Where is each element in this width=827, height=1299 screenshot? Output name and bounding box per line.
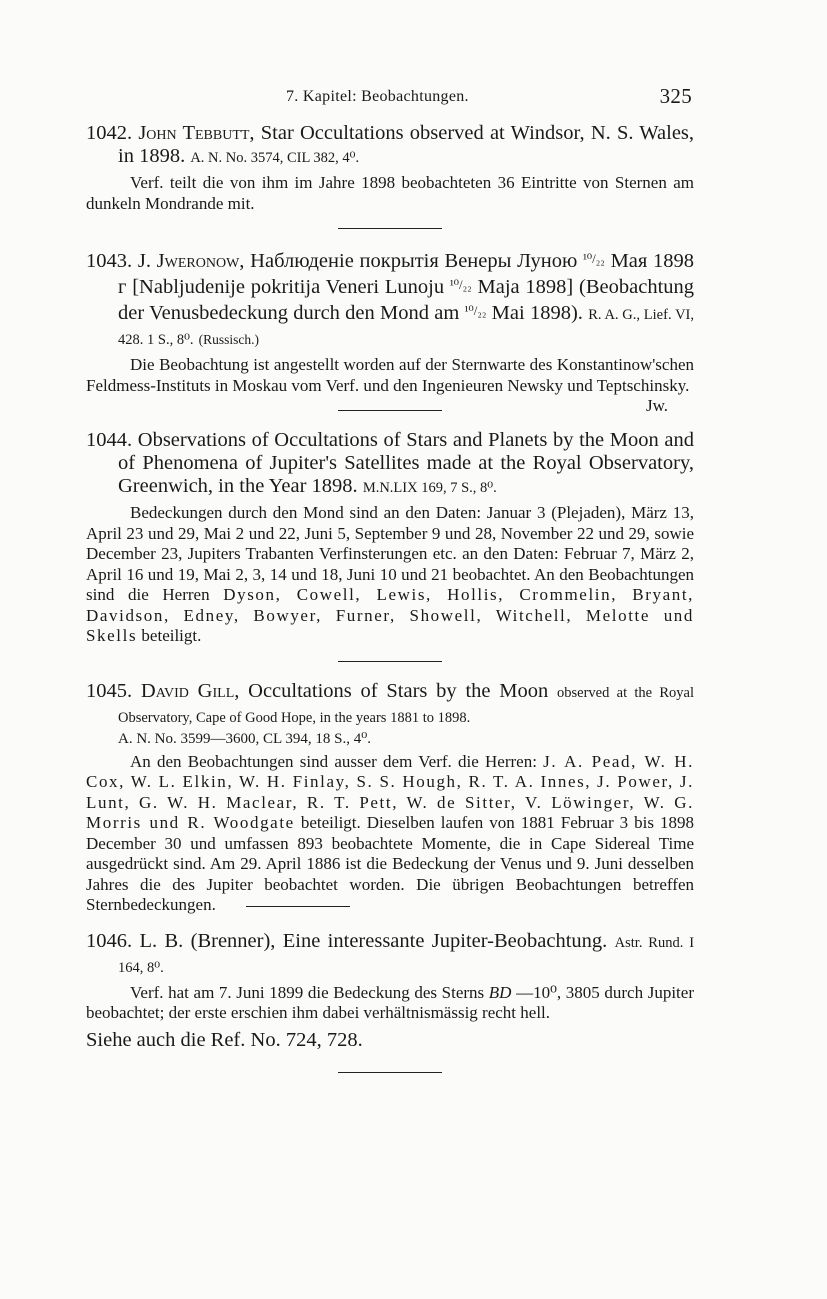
entry-body: [86, 752, 694, 916]
entry-source: A. N. No. 3574, CIL 382, 4⁰.: [190, 150, 360, 166]
entry-number: 1044.: [86, 429, 133, 451]
entry-1044: [86, 429, 694, 647]
separator-rule: [338, 661, 442, 662]
title-russian: Наблюденіе покрытія Венеры Луною: [250, 250, 578, 272]
star-catalogue: BD: [488, 982, 512, 1002]
entry-source: Astr. Rund. I 164, 8⁰.: [118, 934, 695, 976]
entry-title: L. B. (Brenner), Eine interessante Jupiter-Beobachtung.: [139, 929, 608, 952]
entry-body-end: —10⁰, 3805 durch Jupiter beobachtet; der erste erschien ihm dabei verhältnismässig recht hell.: [86, 982, 694, 1022]
reviewer-signature: Jw.: [645, 396, 668, 415]
entry-body-end: beteiligt.: [141, 626, 202, 645]
title-transliteration-date: Maja 1898]: [477, 276, 574, 298]
entry-1045: [86, 680, 694, 916]
date-fraction: ¹⁰/₂₂: [464, 303, 487, 318]
entry-body: [86, 355, 694, 415]
observer-names: J. A. Pead, W. H. Cox, W. L. Elkin, W. H. Finlay, S. S. Hough, R. T. A. Innes, J. Power, J. Lunt, G. W. H. Maclear, R. T. Pett, W. de Sitter, V. Löwinger, W. G. Morris und R. Woodgate: [86, 751, 694, 832]
book-page: [86, 86, 694, 1091]
title-transliteration: [Nabljudenije pokritija Veneri Lunoju: [132, 276, 445, 298]
entry-number: 1045.: [86, 679, 133, 702]
entry-title-continued: observed at the Royal Observatory, Cape of Good Hope, in the years 1881 to 1898.: [118, 684, 694, 726]
separator-rule: [338, 410, 442, 411]
observer-names: Dyson, Cowell, Lewis, Hollis, Crommelin, Bryant, Davidson, Edney, Bowyer, Furner, Showell, Witchell, Melotte und Skells: [86, 585, 694, 645]
separator-rule: [246, 906, 350, 907]
entry-body: [86, 983, 694, 1024]
see-also: Siehe auch die Ref. No. 724, 728.: [86, 1028, 363, 1051]
separator-rule: [338, 1072, 442, 1073]
entry-author: John Tebbutt,: [138, 122, 255, 144]
entry-title: Observations of Occultations of Stars and Planets by the Moon and of Phenomena of Jupiter's Satellites made at the Royal Observatory, Greenwich, in the Year 1898.: [118, 429, 694, 497]
entry-body-text: Bedeckungen durch den Mond sind an den Daten: Januar 3 (Plejaden), März 13, April 23 und 29, Mai 2 und 22, Juni 5, September 9 und 28, November 22 und 29, sowie December 23, Jupiters Trabanten Verfinsterungen etc. an den Daten: Februar 7, März 2, April 16 und 19, Mai 2, 3, 14 und 18, Juni 10 und 21 beobachtet. An den Beobachtungen sind die Herren: [86, 503, 694, 604]
entry-number: 1043.: [86, 250, 133, 272]
language-note: (Russisch.): [198, 332, 260, 347]
date-fraction: ¹⁰/₂₂: [583, 251, 605, 266]
entry-body-text: Die Beobachtung ist angestellt worden auf der Sternwarte des Konstantinow'schen Feldmess-Instituts in Moskau vom Verf. und den Ingenieuren Newsky und Teptschinsky.: [86, 355, 694, 395]
entry-heading: [86, 930, 694, 980]
entry-body-text: Verf. hat am 7. Juni 1899 die Bedeckung des Sterns: [130, 982, 485, 1002]
entry-title: Star Occultations observed at Windsor, N. S. Wales, in 1898.: [118, 122, 695, 167]
entry-heading: [86, 429, 694, 500]
entry-1042: [86, 122, 694, 214]
entry-number: 1042.: [86, 122, 133, 144]
entry-number: 1046.: [86, 929, 133, 952]
entry-1043: [86, 247, 695, 415]
entry-title: Occultations of Stars by the Moon: [248, 679, 549, 702]
page-number: 325: [659, 84, 692, 108]
entry-body: Verf. teilt die von ihm im Jahre 1898 beobachteten 36 Eintritte von Sternen am dunkeln Mondrande mit.: [86, 173, 694, 213]
separator-rule: [338, 228, 442, 229]
chapter-title: 7. Kapitel: Beobachtungen.: [286, 88, 469, 105]
entry-author: David Gill,: [140, 679, 240, 702]
entry-body: [86, 503, 694, 647]
entry-author: J. Jweronow,: [137, 250, 245, 272]
title-german: (Beobachtung der Venusbedeckung durch den Mond am: [118, 276, 695, 324]
entry-heading: [86, 680, 694, 749]
date-fraction: ¹⁰/₂₂: [449, 277, 472, 292]
entry-heading: [86, 247, 694, 352]
entry-source: A. N. No. 3599—3600, CL 394, 18 S., 4⁰.: [118, 730, 371, 747]
entry-body-text: beteiligt. Dieselben laufen von 1881 Februar 3 bis 1898 December 30 und umfassen 893 beobachtete Momente, die in Cape Sidereal Time ausgedrückt sind. Am 29. April 1886 ist die Bedeckung der Venus und 9. Juni desselben Jahres die des Jupiter beobachtet worden. Die übrigen Beobachtungen betreffen Sternbedeckungen.: [86, 813, 694, 914]
entry-1046: [86, 930, 694, 1024]
title-russian-date: Мая 1898 г: [118, 250, 695, 298]
title-german-date: Mai 1898).: [491, 302, 583, 324]
entry-body-start: An den Beobachtungen sind ausser dem Verf. die Herren:: [130, 751, 537, 771]
entry-source: M.N.LIX 169, 7 S., 8⁰.: [362, 480, 497, 496]
entry-source: R. A. G., Lief. VI, 428. 1 S., 8⁰.: [118, 307, 694, 348]
running-head: [86, 86, 694, 112]
entry-heading: [86, 122, 694, 170]
